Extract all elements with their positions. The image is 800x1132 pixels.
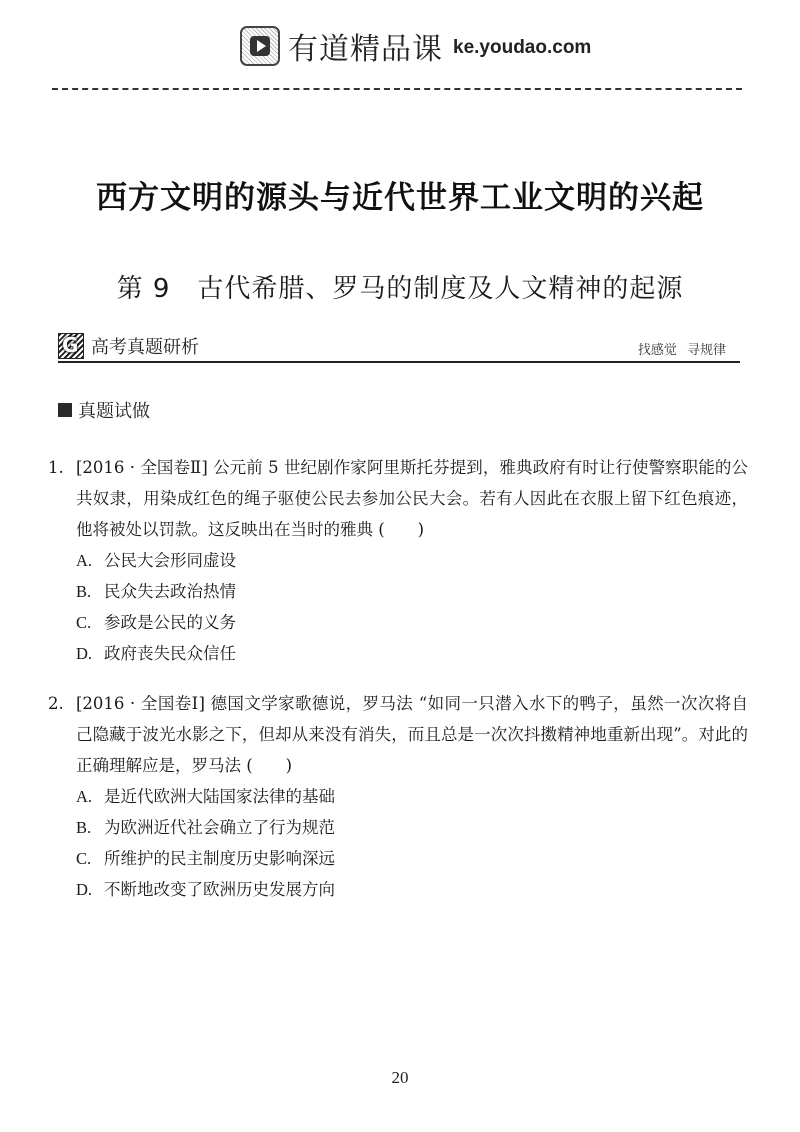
option-text: 公民大会形同虚设 [104, 551, 236, 570]
section-tagline: 找感觉 寻规律 [637, 343, 726, 358]
option-text: 政府丧失民众信任 [104, 644, 236, 663]
question-2 [48, 688, 748, 905]
header-divider [52, 88, 742, 90]
option-letter: B. [76, 582, 92, 601]
question-stem [48, 452, 748, 545]
option-list [48, 545, 748, 669]
option-c[interactable] [48, 843, 748, 874]
option-list [48, 781, 748, 905]
option-b[interactable] [48, 812, 748, 843]
option-text: 不断地改变了欧洲历史发展方向 [104, 880, 335, 899]
option-b[interactable] [48, 576, 748, 607]
option-text: 为欧洲近代社会确立了行为规范 [104, 818, 335, 837]
option-letter: D. [76, 880, 93, 899]
option-text: 是近代欧洲大陆国家法律的基础 [104, 787, 335, 806]
option-letter: A. [76, 551, 93, 570]
question-number: 2. [48, 694, 64, 713]
option-d[interactable] [48, 874, 748, 905]
option-letter: A. [76, 787, 93, 806]
option-letter: D. [76, 644, 93, 663]
question-1 [48, 452, 748, 669]
chapter-subtitle: 第 9 古代希腊、罗马的制度及人文精神的起源 [116, 274, 684, 304]
subsection-heading [58, 397, 150, 423]
question-text: [2016 · 全国卷Ⅰ] 德国文学家歌德说，罗马法 “如同一只潜入水下的鸭子，虽然一次次将自己隐藏于波光水影之下，但却从来没有消失，而且总是一次次抖擞精神地重新出现”。对此的正确理解应是，罗马法 ( ) [76, 694, 748, 775]
question-number: 1. [48, 458, 64, 477]
option-text: 参政是公民的义务 [104, 613, 236, 632]
brand-logo-icon [240, 26, 280, 66]
option-c[interactable] [48, 607, 748, 638]
brand-name: 有道精品课 [288, 32, 443, 67]
option-text: 所维护的民主制度历史影响深远 [104, 849, 335, 868]
option-a[interactable] [48, 545, 748, 576]
option-letter: C. [76, 613, 92, 632]
option-a[interactable] [48, 781, 748, 812]
document-title: 西方文明的源头与近代世界工业文明的兴起 [96, 180, 704, 216]
black-square-icon [58, 403, 72, 417]
option-letter: B. [76, 818, 92, 837]
question-stem [48, 688, 748, 781]
option-letter: C. [76, 849, 92, 868]
subsection-label: 真题试做 [78, 401, 150, 422]
brand-header [240, 24, 591, 68]
option-text: 民众失去政治热情 [104, 582, 236, 601]
section-header [58, 333, 740, 363]
play-icon [249, 35, 271, 57]
section-icon-letter: G [62, 333, 79, 357]
question-text: [2016 · 全国卷Ⅱ] 公元前 5 世纪剧作家阿里斯托芬提到，雅典政府有时让行使警察职能的公共奴隶，用染成红色的绳子驱使公民去参加公民大会。若有人因此在衣服上留下红色痕迹，他将被处以罚款。这反映出在当时的雅典 ( ) [76, 458, 748, 539]
brand-url: ke.youdao.com [453, 37, 592, 58]
option-d[interactable] [48, 638, 748, 669]
page-number: 20 [391, 1068, 409, 1087]
section-g-icon [58, 333, 84, 359]
section-title: 高考真题研析 [91, 337, 199, 358]
